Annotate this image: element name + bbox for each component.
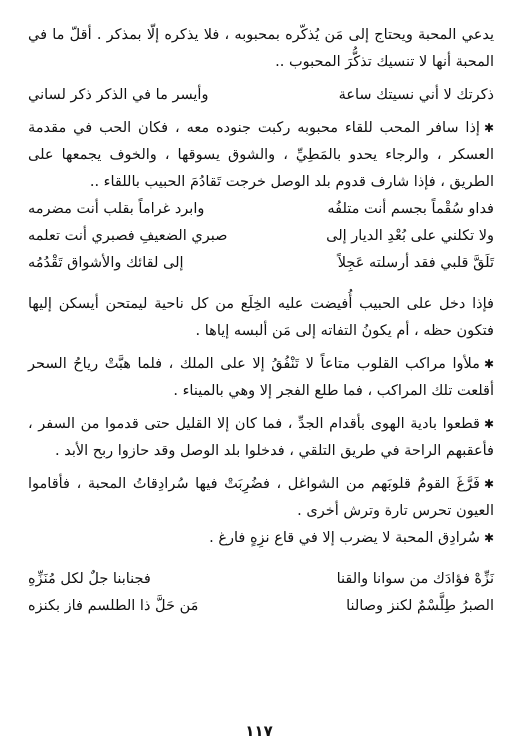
- verse-hemistich-left: صبري الضعيفِ فصبري أنت تعلمه: [28, 228, 228, 244]
- paragraph: ✱إذا سافر المحب للقاء محبوبه ركبت جنوده معه ، فكان الحب في مقدمة العسكر ، والرجاء يحدو بالمَطِيِّ ، والشوق يسوقها ، والخوف يجمعها على الطريق ، فإذا شارف قدوم بلد الوصل خرجت تَقادُمَ الحبيب باللقاء ..: [28, 120, 494, 190]
- bullet-star-icon: ✱: [483, 417, 494, 431]
- verse-hemistich-right: الصبرُ طِلَّسْمٌ لكنز وصالنا: [346, 598, 494, 614]
- paragraph: يدعي المحبة ويحتاج إلى مَن يُذكّره بمحبوبه ، فلا يذكره إلّا بمذكر . أقلّ ما في المحبة أنها لا تنسيك تذكُّرَ المحبوب ..: [28, 27, 494, 70]
- verse-hemistich-left: وابرد غراماً بقلب أنت مضرمه: [28, 201, 205, 217]
- verse-hemistich-right: فداو سُقْماً بجسم أنت متلفُه: [327, 201, 494, 217]
- paragraph: ✱ملأوا مراكب القلوب متاعاً لا تَنْفُقُ إلا على الملك ، فلما هبَّتْ رياحُ السحر أقلعت تلك المراكب ، فما طلع الفجر إلا وهي بالميناء .: [28, 356, 494, 399]
- verse-hemistich-left: إلى لقائك والأشواق تَقْدُمُه: [28, 255, 184, 271]
- page-body: [28, 22, 494, 722]
- verse-line: [28, 196, 494, 223]
- verse-hemistich-left: مَن حَلَّ ذا الطلسم فاز بكنزه: [28, 598, 199, 614]
- verse-hemistich-right: ولا تكلني على بُعْدِ الديار إلى: [326, 228, 494, 244]
- verse-line: [28, 82, 494, 109]
- verse-hemistich-right: نَزِّهْ فؤادَك من سوانا والقنا: [336, 571, 494, 587]
- verse-line: [28, 223, 494, 250]
- paragraph: ✱سُرادِق المحبة لا يضرب إلا في قاع نزِهٍ فارغ .: [209, 530, 494, 546]
- verse-hemistich-left: وأيسر ما في الذكر ذكر لساني: [28, 87, 209, 103]
- bullet-star-icon: ✱: [483, 357, 494, 371]
- bullet-star-icon: ✱: [483, 477, 494, 491]
- verse-hemistich-right: ذكرتك لا أني نسيتك ساعة: [338, 87, 494, 103]
- paragraph: فإذا دخل على الحبيب أُفيضت عليه الخِلَع من كل ناحية ليمتحن أيسكن إليها فتكون حظه ، أم يكونُ التفاته إلى مَن ألبسه إياها .: [28, 296, 494, 339]
- paragraph: ✱قطعوا بادية الهوى بأقدام الجدِّ ، فما كان إلا القليل حتى قدموا من السفر ، فأعقبهم الراحة في طريق التلقي ، فدخلوا بلد الوصل وقد حازوا ربح الأبد .: [28, 416, 494, 459]
- verse-hemistich-left: فجنابنا جلٌ لكل مُنَزِّهِ: [28, 571, 151, 587]
- paragraph: ✱فَرَّغَ القومُ قلوبَهم من الشواغل ، فضُرِبَتْ فيها سُرادِقاتُ المحبة ، فأقاموا العيون تحرس تارة وترش أخرى .: [28, 476, 494, 519]
- page-number: ١١٧: [245, 722, 273, 740]
- verse-line: [28, 593, 494, 620]
- bullet-star-icon: ✱: [483, 531, 494, 545]
- verse-line: [28, 566, 494, 593]
- verse-hemistich-right: تَلَقَّ قلبي فقد أرسلته عَجِلاً: [337, 255, 494, 271]
- verse-line: [28, 250, 494, 277]
- bullet-star-icon: ✱: [483, 121, 494, 135]
